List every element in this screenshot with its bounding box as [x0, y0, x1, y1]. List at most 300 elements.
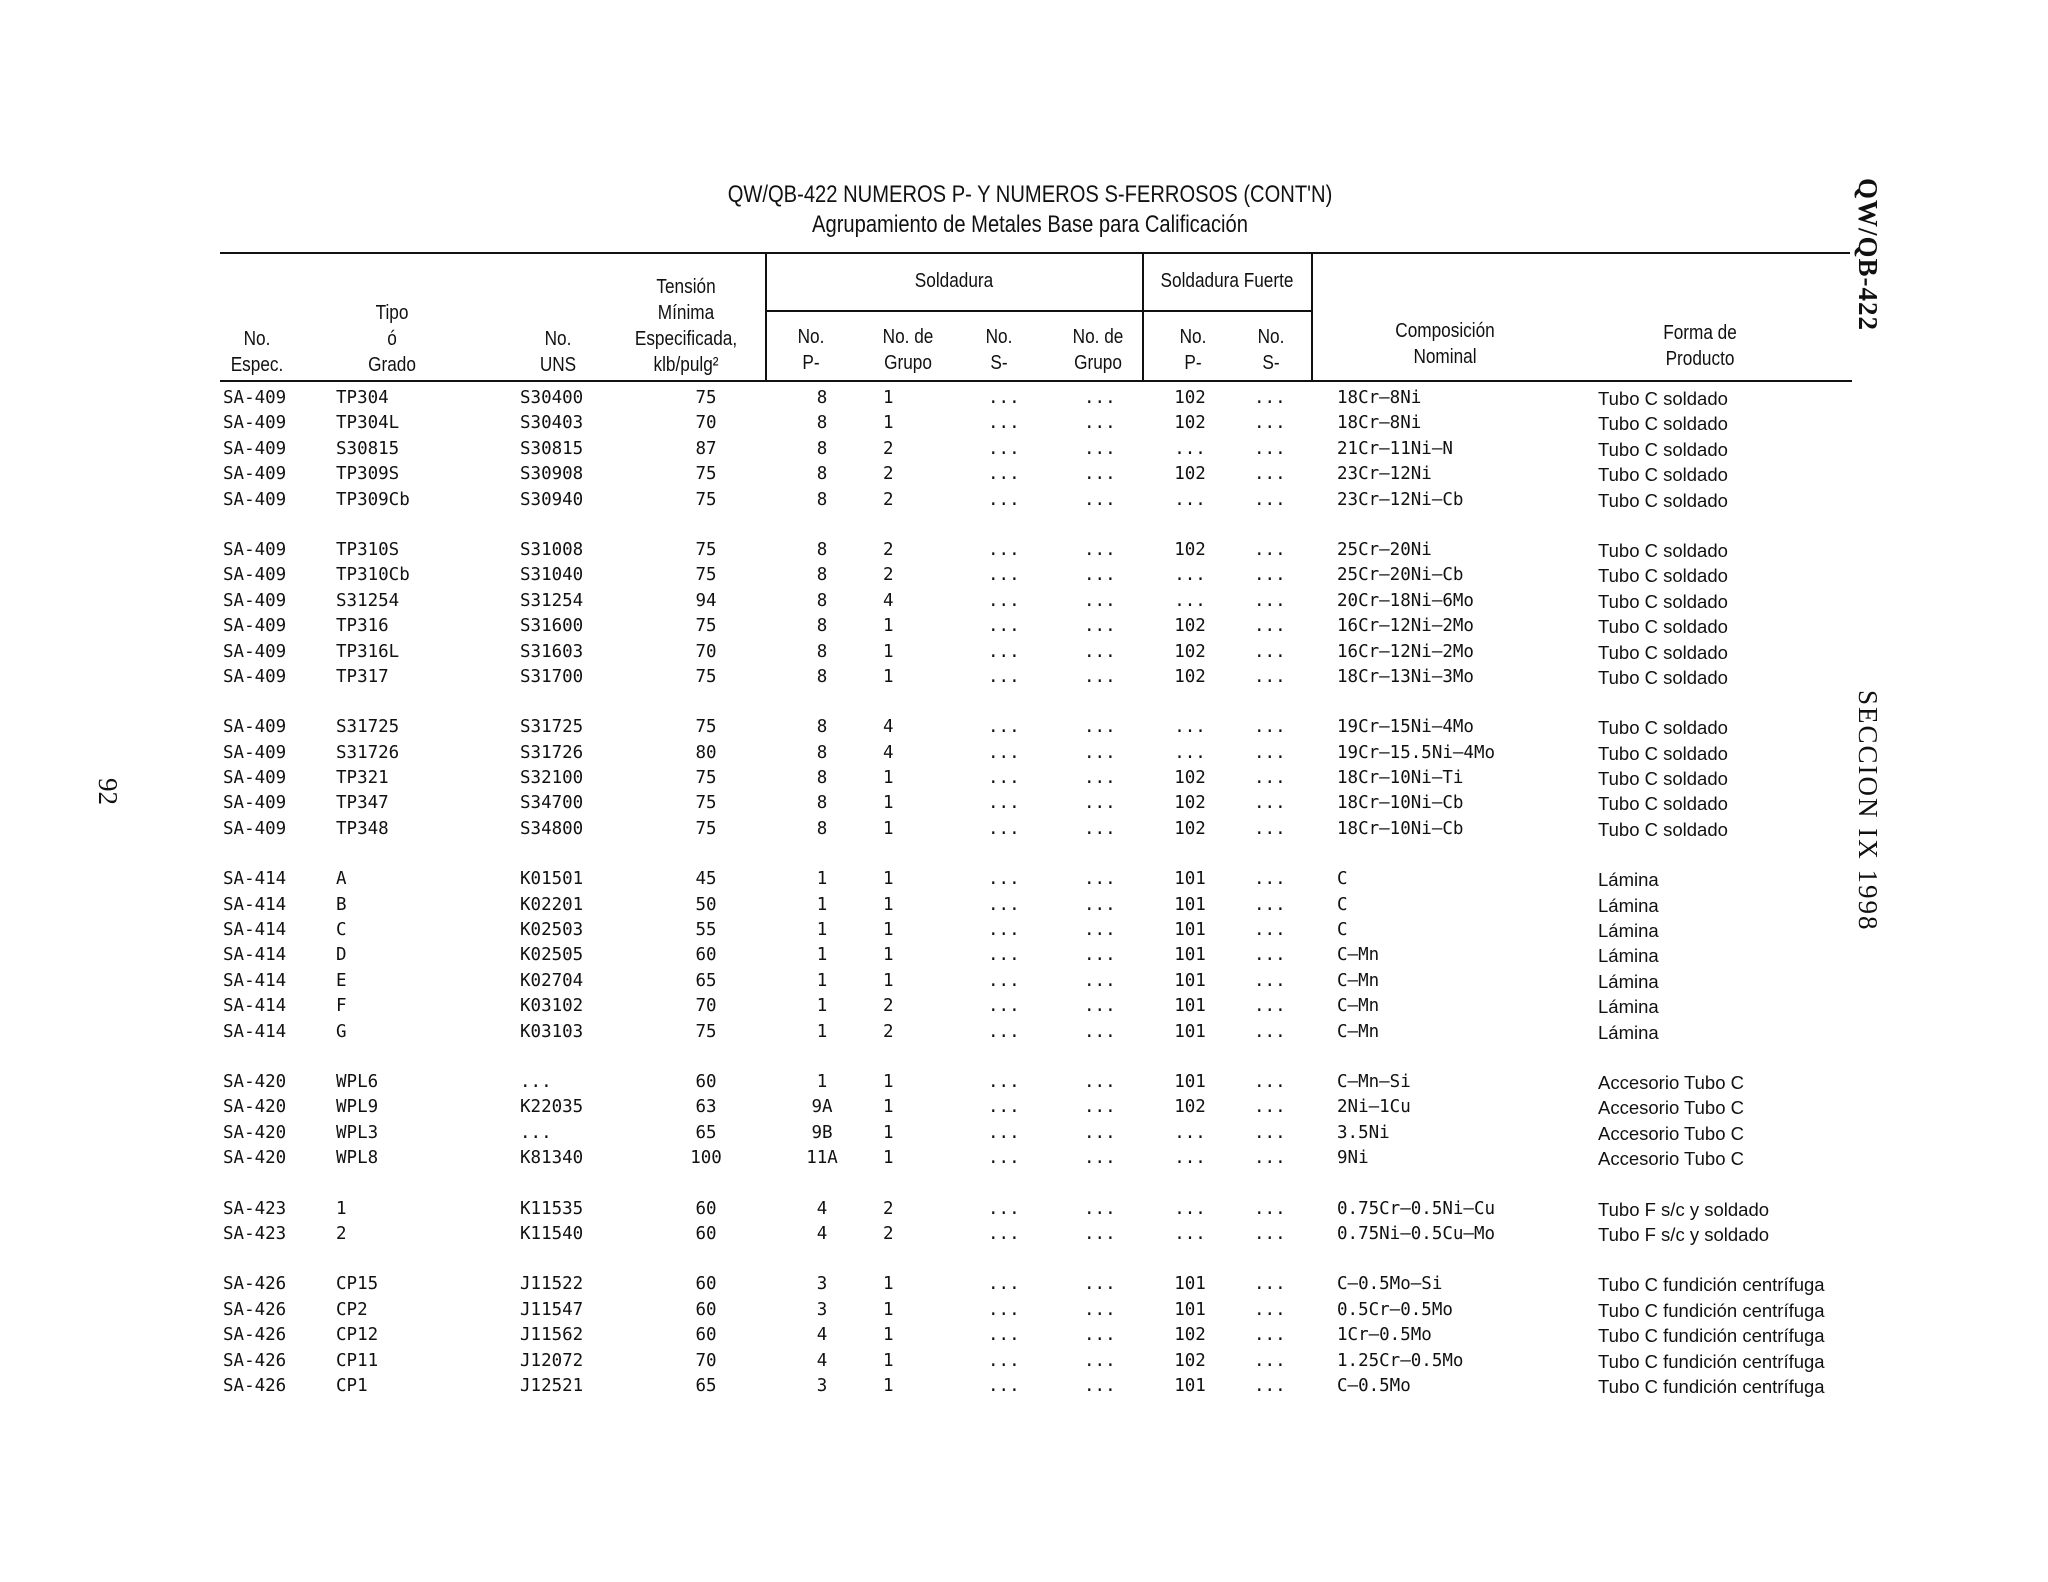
tensile-cell: 70: [695, 996, 717, 1017]
composition-cell: 9Ni: [1337, 1148, 1369, 1169]
product-form-cell: Accesorio Tubo C: [1598, 1122, 1745, 1144]
uns-no-cell: S30908: [520, 464, 584, 485]
welding-s-group-no-cell: ...: [1084, 996, 1116, 1017]
table-row: [220, 538, 1850, 563]
brazing-s-no-cell: ...: [1254, 894, 1286, 915]
brazing-s-no-cell: ...: [1254, 970, 1286, 991]
brazing-s-no-cell: ...: [1254, 565, 1286, 586]
table-row: [220, 411, 1850, 436]
brazing-p-no-cell: ...: [1174, 717, 1206, 738]
spec-no-cell: SA-426: [223, 1350, 287, 1371]
welding-s-group-no-cell: ...: [1084, 1350, 1116, 1371]
brazing-p-no-cell: 102: [1174, 388, 1206, 408]
uns-no-cell: S34700: [520, 793, 584, 814]
header-welding-group: Soldadura: [914, 270, 994, 292]
welding-s-no-cell: ...: [988, 616, 1020, 637]
brazing-s-no-cell: ...: [1254, 666, 1286, 687]
uns-no-cell: J11547: [520, 1299, 584, 1320]
welding-p-no-cell: 4: [816, 1223, 828, 1244]
table-row: [220, 386, 1850, 411]
welding-group-no-cell: 1: [883, 768, 894, 789]
tensile-cell: 45: [695, 869, 717, 890]
composition-cell: 25Cr–20Ni–Cb: [1337, 565, 1464, 586]
composition-cell: 0.75Ni–0.5Cu–Mo: [1337, 1223, 1496, 1244]
brazing-p-no-cell: 101: [1174, 869, 1206, 890]
welding-s-no-cell: ...: [988, 666, 1020, 687]
welding-s-no-cell: ...: [988, 945, 1020, 966]
tensile-cell: 60: [695, 1274, 717, 1295]
welding-s-group-no-cell: ...: [1084, 945, 1116, 966]
uns-no-cell: K81340: [520, 1148, 584, 1169]
welding-s-group-no-cell: ...: [1084, 590, 1116, 611]
header-uns-no: No. UNS: [539, 328, 577, 376]
product-form-cell: Lámina: [1598, 970, 1659, 992]
row-group: [220, 867, 1850, 1045]
spec-no-cell: SA-409: [223, 590, 287, 611]
composition-cell: C: [1337, 869, 1348, 890]
brazing-s-no-cell: ...: [1254, 539, 1286, 560]
table-row: [220, 488, 1850, 513]
grade-cell: TP309S: [336, 464, 400, 485]
brazing-p-no-cell: ...: [1174, 1223, 1206, 1244]
brazing-p-no-cell: 101: [1174, 996, 1206, 1017]
brazing-p-no-cell: ...: [1174, 1148, 1206, 1169]
grade-cell: TP310S: [336, 539, 400, 560]
welding-s-no-cell: ...: [988, 641, 1020, 662]
welding-s-group-no-cell: ...: [1084, 920, 1116, 941]
welding-p-no-cell: 8: [816, 742, 828, 763]
table-row: [220, 1020, 1850, 1045]
brazing-s-no-cell: ...: [1254, 590, 1286, 611]
grade-cell: CP12: [336, 1325, 379, 1346]
uns-no-cell: K03102: [520, 996, 584, 1017]
brazing-s-no-cell: ...: [1254, 1299, 1286, 1320]
product-form-cell: Lámina: [1598, 920, 1659, 942]
welding-s-no-cell: ...: [988, 717, 1020, 738]
welding-s-group-no-cell: ...: [1084, 1325, 1116, 1346]
welding-group-no-cell: 2: [883, 539, 894, 560]
row-group: [220, 1070, 1850, 1172]
brazing-s-no-cell: ...: [1254, 616, 1286, 637]
product-form-cell: Tubo C soldado: [1598, 793, 1728, 815]
table-row: [220, 563, 1850, 588]
uns-no-cell: S31700: [520, 666, 584, 687]
welding-s-no-cell: ...: [988, 1097, 1020, 1118]
welding-s-group-no-cell: ...: [1084, 1375, 1116, 1396]
uns-no-cell: K22035: [520, 1097, 584, 1118]
header-welding-s-no: No. S-: [985, 326, 1013, 374]
welding-p-no-cell: 1: [816, 1071, 828, 1092]
uns-no-cell: S30400: [520, 388, 584, 408]
brazing-p-no-cell: 101: [1174, 1299, 1206, 1320]
product-form-cell: Tubo C fundición centrífuga: [1598, 1375, 1825, 1397]
brazing-p-no-cell: 101: [1174, 894, 1206, 915]
product-form-cell: Lámina: [1598, 996, 1659, 1018]
brazing-p-no-cell: 101: [1174, 1274, 1206, 1295]
product-form-cell: Tubo C soldado: [1598, 438, 1728, 460]
table-row: [220, 1095, 1850, 1120]
brazing-s-no-cell: ...: [1254, 920, 1286, 941]
brazing-p-no-cell: ...: [1174, 565, 1206, 586]
spec-no-cell: SA-409: [223, 616, 287, 637]
welding-s-no-cell: ...: [988, 970, 1020, 991]
uns-no-cell: ...: [520, 1122, 552, 1143]
tensile-cell: 55: [695, 920, 717, 941]
welding-group-no-cell: 1: [883, 920, 894, 941]
tensile-cell: 100: [690, 1148, 722, 1169]
welding-s-no-cell: ...: [988, 1223, 1020, 1244]
table-row: [220, 893, 1850, 918]
spec-no-cell: SA-426: [223, 1325, 287, 1346]
grade-cell: TP317: [336, 666, 389, 687]
welding-p-no-cell: 8: [816, 768, 828, 789]
table-row: [220, 867, 1850, 892]
spec-no-cell: SA-420: [223, 1071, 287, 1092]
tensile-cell: 75: [695, 666, 717, 687]
header-brazing-group: Soldadura Fuerte: [1160, 270, 1294, 292]
grade-cell: S30815: [336, 438, 400, 459]
grade-cell: CP2: [336, 1299, 368, 1320]
brazing-p-no-cell: 102: [1174, 641, 1206, 662]
header-welding-group-no: No. de Grupo: [882, 326, 934, 374]
table-row: [220, 1070, 1850, 1095]
welding-group-no-cell: 4: [883, 742, 894, 763]
table-row: [220, 640, 1850, 665]
brazing-p-no-cell: ...: [1174, 742, 1206, 763]
welding-p-no-cell: 1: [816, 920, 828, 941]
welding-p-no-cell: 1: [816, 996, 828, 1017]
spec-no-cell: SA-409: [223, 464, 287, 485]
table-row: [220, 715, 1850, 740]
welding-p-no-cell: 1: [816, 869, 828, 890]
welding-p-no-cell: 8: [816, 413, 828, 434]
grade-cell: TP316: [336, 616, 389, 637]
uns-no-cell: K02201: [520, 894, 584, 915]
grade-cell: WPL8: [336, 1148, 379, 1169]
table-row: [220, 614, 1850, 639]
side-section-code: QW/QB-422: [1853, 178, 1883, 332]
spec-no-cell: SA-409: [223, 413, 287, 434]
welding-s-no-cell: ...: [988, 413, 1020, 434]
product-form-cell: Tubo C soldado: [1598, 768, 1728, 790]
product-form-cell: Tubo C soldado: [1598, 464, 1728, 486]
welding-s-group-no-cell: ...: [1084, 489, 1116, 510]
welding-group-no-cell: 1: [883, 818, 894, 839]
tensile-cell: 75: [695, 818, 717, 839]
grade-cell: 1: [336, 1198, 347, 1219]
tensile-cell: 65: [695, 970, 717, 991]
welding-p-no-cell: 8: [816, 388, 828, 408]
welding-s-no-cell: ...: [988, 438, 1020, 459]
table-row: [220, 1272, 1850, 1297]
welding-s-group-no-cell: ...: [1084, 413, 1116, 434]
welding-s-group-no-cell: ...: [1084, 894, 1116, 915]
welding-group-no-cell: 2: [883, 996, 894, 1017]
composition-cell: 18Cr–8Ni: [1337, 388, 1422, 408]
product-form-cell: Accesorio Tubo C: [1598, 1097, 1745, 1119]
welding-right-divider: [1142, 253, 1144, 381]
composition-cell: 1Cr–0.5Mo: [1337, 1325, 1432, 1346]
spec-no-cell: SA-423: [223, 1223, 287, 1244]
brazing-p-no-cell: 102: [1174, 1097, 1206, 1118]
spec-no-cell: SA-420: [223, 1097, 287, 1118]
uns-no-cell: S31254: [520, 590, 584, 611]
composition-cell: C–Mn: [1337, 996, 1380, 1017]
page-number: 92: [93, 778, 123, 805]
welding-s-group-no-cell: ...: [1084, 818, 1116, 839]
brazing-s-no-cell: ...: [1254, 1198, 1286, 1219]
composition-cell: 0.75Cr–0.5Ni–Cu: [1337, 1198, 1496, 1219]
brazing-s-no-cell: ...: [1254, 489, 1286, 510]
welding-group-no-cell: 4: [883, 590, 894, 611]
brazing-p-no-cell: ...: [1174, 1198, 1206, 1219]
welding-s-no-cell: ...: [988, 1071, 1020, 1092]
grade-cell: S31725: [336, 717, 400, 738]
composition-cell: 16Cr–12Ni–2Mo: [1337, 641, 1474, 662]
brazing-s-no-cell: ...: [1254, 1223, 1286, 1244]
spec-no-cell: SA-420: [223, 1122, 287, 1143]
grade-cell: TP321: [336, 768, 389, 789]
welding-group-no-cell: 1: [883, 1299, 894, 1320]
tensile-cell: 75: [695, 539, 717, 560]
grade-cell: 2: [336, 1223, 347, 1244]
welding-s-no-cell: ...: [988, 869, 1020, 890]
welding-group-no-cell: 1: [883, 793, 894, 814]
brazing-s-no-cell: ...: [1254, 1350, 1286, 1371]
welding-p-no-cell: 4: [816, 1198, 828, 1219]
composition-cell: 23Cr–12Ni: [1337, 464, 1432, 485]
table-row: [220, 437, 1850, 462]
welding-s-group-no-cell: ...: [1084, 565, 1116, 586]
welding-p-no-cell: 8: [816, 438, 828, 459]
welding-left-divider: [765, 253, 767, 381]
tensile-cell: 75: [695, 565, 717, 586]
product-form-cell: Tubo C soldado: [1598, 666, 1728, 688]
uns-no-cell: S31600: [520, 616, 584, 637]
product-form-cell: Tubo C fundición centrífuga: [1598, 1325, 1825, 1347]
spec-no-cell: SA-409: [223, 793, 287, 814]
header-product-form: Forma de Producto: [1663, 322, 1737, 370]
spec-no-cell: SA-409: [223, 666, 287, 687]
welding-group-no-cell: 1: [883, 1350, 894, 1371]
uns-no-cell: S31726: [520, 742, 584, 763]
table-header-bottom-rule: [220, 380, 1852, 382]
welding-p-no-cell: 1: [816, 894, 828, 915]
tensile-cell: 65: [695, 1375, 717, 1396]
grade-cell: A: [336, 869, 347, 890]
grade-cell: WPL6: [336, 1071, 379, 1092]
uns-no-cell: K11535: [520, 1198, 584, 1219]
spec-no-cell: SA-414: [223, 869, 287, 890]
product-form-cell: Accesorio Tubo C: [1598, 1148, 1745, 1170]
composition-cell: C: [1337, 894, 1348, 915]
product-form-cell: Tubo C soldado: [1598, 818, 1728, 840]
grade-cell: CP15: [336, 1274, 379, 1295]
side-section-label: SECCION IX 1998: [1853, 690, 1883, 932]
welding-s-no-cell: ...: [988, 894, 1020, 915]
welding-s-no-cell: ...: [988, 539, 1020, 560]
brazing-p-no-cell: 102: [1174, 768, 1206, 789]
composition-cell: C–0.5Mo: [1337, 1375, 1411, 1396]
uns-no-cell: K11540: [520, 1223, 584, 1244]
brazing-p-no-cell: 101: [1174, 945, 1206, 966]
brazing-s-no-cell: ...: [1254, 413, 1286, 434]
spec-no-cell: SA-414: [223, 970, 287, 991]
welding-group-no-cell: 1: [883, 1375, 894, 1396]
welding-p-no-cell: 8: [816, 464, 828, 485]
welding-s-group-no-cell: ...: [1084, 616, 1116, 637]
brazing-s-no-cell: ...: [1254, 818, 1286, 839]
row-group: [220, 715, 1850, 842]
spec-no-cell: SA-420: [223, 1148, 287, 1169]
welding-s-no-cell: ...: [988, 1299, 1020, 1320]
brazing-s-no-cell: ...: [1254, 388, 1286, 408]
tensile-cell: 60: [695, 1198, 717, 1219]
welding-group-rule: [766, 310, 1312, 312]
welding-p-no-cell: 8: [816, 641, 828, 662]
welding-p-no-cell: 4: [816, 1325, 828, 1346]
welding-p-no-cell: 8: [816, 489, 828, 510]
welding-group-no-cell: 1: [883, 1097, 894, 1118]
uns-no-cell: K02505: [520, 945, 584, 966]
welding-group-no-cell: 1: [883, 641, 894, 662]
table-row: [220, 665, 1850, 690]
tensile-cell: 75: [695, 464, 717, 485]
welding-s-no-cell: ...: [988, 590, 1020, 611]
table-body: [220, 386, 1850, 1424]
brazing-p-no-cell: ...: [1174, 1122, 1206, 1143]
tensile-cell: 94: [695, 590, 717, 611]
table-row: [220, 1374, 1850, 1399]
welding-s-no-cell: ...: [988, 565, 1020, 586]
welding-group-no-cell: 2: [883, 489, 894, 510]
uns-no-cell: S30403: [520, 413, 584, 434]
welding-group-no-cell: 1: [883, 413, 894, 434]
spec-no-cell: SA-426: [223, 1274, 287, 1295]
product-form-cell: Tubo C fundición centrífuga: [1598, 1274, 1825, 1296]
brazing-s-no-cell: ...: [1254, 793, 1286, 814]
table-row: [220, 741, 1850, 766]
grade-cell: TP309Cb: [336, 489, 410, 510]
welding-s-group-no-cell: ...: [1084, 717, 1116, 738]
product-form-cell: Tubo C soldado: [1598, 641, 1728, 663]
brazing-s-no-cell: ...: [1254, 742, 1286, 763]
welding-s-no-cell: ...: [988, 1122, 1020, 1143]
page-title: [350, 180, 1711, 240]
welding-group-no-cell: 2: [883, 565, 894, 586]
tensile-cell: 65: [695, 1122, 717, 1143]
spec-no-cell: SA-409: [223, 742, 287, 763]
welding-group-no-cell: 1: [883, 388, 894, 408]
composition-cell: 19Cr–15.5Ni–4Mo: [1337, 742, 1496, 763]
product-form-cell: Tubo C soldado: [1598, 413, 1728, 435]
welding-s-no-cell: ...: [988, 793, 1020, 814]
header-spec-no: No. Espec.: [230, 328, 284, 376]
table-row: [220, 1121, 1850, 1146]
product-form-cell: Tubo C soldado: [1598, 742, 1728, 764]
table-row: [220, 969, 1850, 994]
tensile-cell: 70: [695, 413, 717, 434]
brazing-s-no-cell: ...: [1254, 768, 1286, 789]
brazing-p-no-cell: 102: [1174, 1350, 1206, 1371]
uns-no-cell: S31603: [520, 641, 584, 662]
spec-no-cell: SA-423: [223, 1198, 287, 1219]
welding-s-group-no-cell: ...: [1084, 388, 1116, 408]
brazing-s-no-cell: ...: [1254, 641, 1286, 662]
welding-s-group-no-cell: ...: [1084, 793, 1116, 814]
uns-no-cell: S30815: [520, 438, 584, 459]
composition-cell: C–Mn: [1337, 945, 1380, 966]
welding-s-group-no-cell: ...: [1084, 1097, 1116, 1118]
brazing-p-no-cell: 102: [1174, 793, 1206, 814]
table-row: [220, 1197, 1850, 1222]
grade-cell: C: [336, 920, 347, 941]
welding-s-group-no-cell: ...: [1084, 1071, 1116, 1092]
composition-cell: 23Cr–12Ni–Cb: [1337, 489, 1464, 510]
brazing-p-no-cell: 102: [1174, 616, 1206, 637]
product-form-cell: Lámina: [1598, 1021, 1659, 1043]
brazing-s-no-cell: ...: [1254, 717, 1286, 738]
welding-s-no-cell: ...: [988, 464, 1020, 485]
brazing-p-no-cell: 102: [1174, 1325, 1206, 1346]
brazing-p-no-cell: 101: [1174, 970, 1206, 991]
welding-s-no-cell: ...: [988, 1325, 1020, 1346]
composition-cell: 25Cr–20Ni: [1337, 539, 1432, 560]
tensile-cell: 60: [695, 945, 717, 966]
composition-cell: 16Cr–12Ni–2Mo: [1337, 616, 1474, 637]
table-row: [220, 1146, 1850, 1171]
brazing-s-no-cell: ...: [1254, 1274, 1286, 1295]
composition-cell: C–Mn: [1337, 1021, 1380, 1042]
welding-group-no-cell: 2: [883, 1223, 894, 1244]
brazing-s-no-cell: ...: [1254, 869, 1286, 890]
welding-s-group-no-cell: ...: [1084, 1122, 1116, 1143]
product-form-cell: Tubo C fundición centrífuga: [1598, 1350, 1825, 1372]
welding-s-no-cell: ...: [988, 388, 1020, 408]
spec-no-cell: SA-414: [223, 945, 287, 966]
table-row: [220, 1222, 1850, 1247]
spec-no-cell: SA-409: [223, 388, 287, 408]
brazing-p-no-cell: ...: [1174, 590, 1206, 611]
welding-s-no-cell: ...: [988, 996, 1020, 1017]
brazing-s-no-cell: ...: [1254, 945, 1286, 966]
uns-no-cell: S30940: [520, 489, 584, 510]
product-form-cell: Lámina: [1598, 894, 1659, 916]
brazing-p-no-cell: 102: [1174, 539, 1206, 560]
table-row: [220, 1323, 1850, 1348]
composition-cell: 18Cr–13Ni–3Mo: [1337, 666, 1474, 687]
brazing-s-no-cell: ...: [1254, 1122, 1286, 1143]
brazing-s-no-cell: ...: [1254, 1148, 1286, 1169]
brazing-p-no-cell: ...: [1174, 489, 1206, 510]
welding-s-group-no-cell: ...: [1084, 1299, 1116, 1320]
brazing-right-divider: [1311, 253, 1313, 381]
grade-cell: S31254: [336, 590, 400, 611]
welding-s-no-cell: ...: [988, 920, 1020, 941]
row-group: [220, 1272, 1850, 1399]
uns-no-cell: S31008: [520, 539, 584, 560]
welding-s-group-no-cell: ...: [1084, 1198, 1116, 1219]
welding-group-no-cell: 1: [883, 1071, 894, 1092]
uns-no-cell: K01501: [520, 869, 584, 890]
tensile-cell: 75: [695, 717, 717, 738]
welding-group-no-cell: 2: [883, 464, 894, 485]
grade-cell: TP316L: [336, 641, 400, 662]
welding-s-group-no-cell: ...: [1084, 742, 1116, 763]
spec-no-cell: SA-414: [223, 996, 287, 1017]
header-welding-p-no: No. P-: [797, 326, 825, 374]
welding-s-group-no-cell: ...: [1084, 438, 1116, 459]
